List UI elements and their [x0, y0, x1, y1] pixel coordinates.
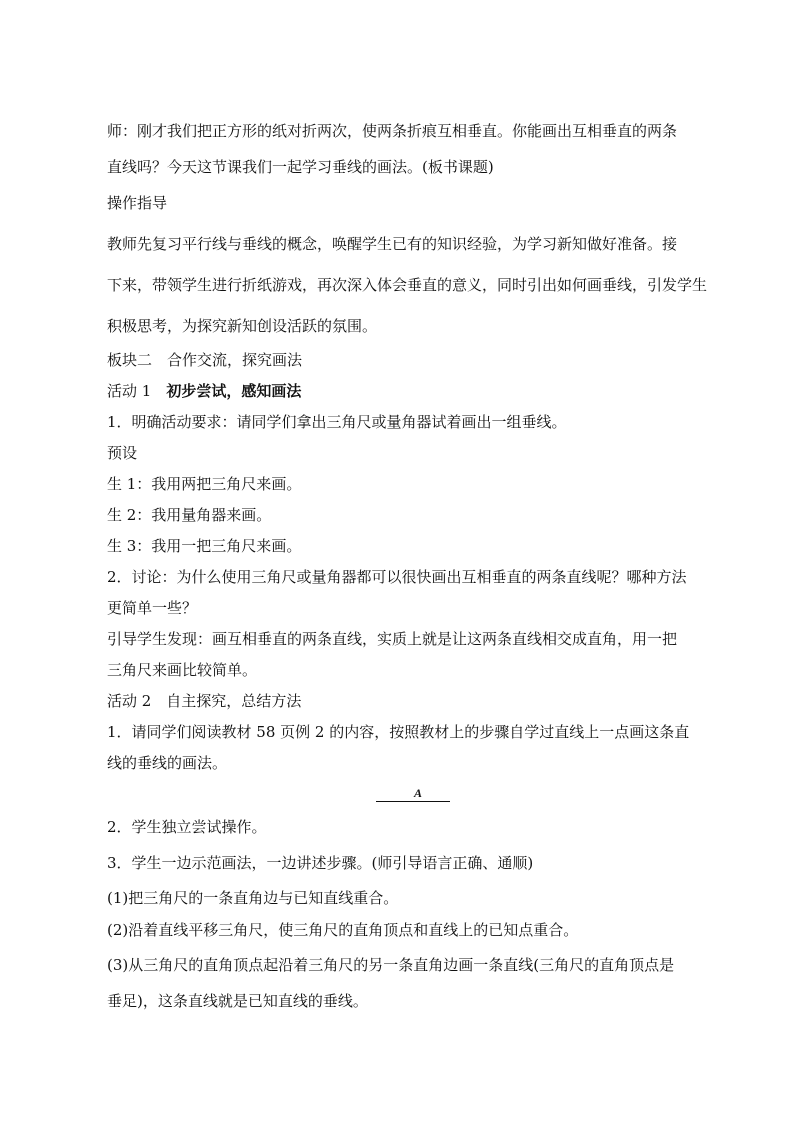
paragraph-guide-line-2: 下来，带领学生进行折纸游戏，再次深入体会垂直的意义，同时引出如何画垂线，引发学生	[107, 276, 708, 294]
reading-instruction-line-2: 线的垂线的画法。	[107, 754, 228, 772]
section-heading-block-2: 板块二 合作交流，探究画法	[107, 351, 303, 369]
step-student-try: 2．学生独立尝试操作。	[107, 818, 267, 836]
discussion-line-1: 2．讨论：为什么使用三角尺或量角器都可以很快画出互相垂直的两条直线呢？哪种方法	[107, 568, 687, 586]
paragraph-intro-line-2: 直线吗？今天这节课我们一起学习垂线的画法。(板书课题)	[107, 158, 494, 176]
method-step-3-line-2: 垂足)，这条直线就是已知直线的垂线。	[107, 992, 368, 1010]
student-answer-3: 生 3：我用一把三角尺来画。	[107, 537, 302, 555]
step-student-demo: 3．学生一边示范画法，一边讲述步骤。(师引导语言正确、通顺)	[107, 854, 534, 872]
paragraph-guide-line-3: 积极思考，为探究新知创设活跃的氛围。	[107, 317, 378, 335]
preset-label: 预设	[107, 444, 138, 462]
method-step-1: (1)把三角尺的一条直角边与已知直线重合。	[107, 889, 399, 907]
paragraph-intro-line-1: 师：刚才我们把正方形的纸对折两次，使两条折痕互相垂直。你能画出互相垂直的两条	[107, 122, 678, 140]
student-answer-2: 生 2：我用量角器来画。	[107, 506, 272, 524]
guidance-line-1: 引导学生发现：画互相垂直的两条直线，实质上就是让这两条直线相交成直角，用一把	[107, 630, 678, 648]
discussion-line-2: 更简单一些？	[107, 599, 198, 617]
activity-2-heading: 活动 2 自主探究，总结方法	[107, 692, 302, 710]
point-a-label: A	[414, 786, 423, 800]
student-answer-1: 生 1：我用两把三角尺来画。	[107, 475, 302, 493]
given-straight-line	[376, 801, 450, 802]
activity-1-number: 活动 1	[107, 382, 167, 400]
activity-1-heading	[107, 381, 301, 401]
activity-1-title: 初步尝试，感知画法	[166, 382, 302, 400]
method-step-2: (2)沿着直线平移三角尺，使三角尺的直角顶点和直线上的已知点重合。	[107, 921, 579, 939]
guidance-line-2: 三角尺来画比较简单。	[107, 661, 258, 679]
method-step-3-line-1: (3)从三角尺的直角顶点起沿着三角尺的另一条直角边画一条直线(三角尺的直角顶点是	[107, 956, 675, 974]
activity-1-instruction: 1．明确活动要求：请同学们拿出三角尺或量角器试着画出一组垂线。	[107, 413, 567, 431]
operation-guide-heading: 操作指导	[107, 194, 168, 212]
paragraph-guide-line-1: 教师先复习平行线与垂线的概念，唤醒学生已有的知识经验，为学习新知做好准备。接	[107, 235, 678, 253]
reading-instruction-line-1: 1．请同学们阅读教材 58 页例 2 的内容，按照教材上的步骤自学过直线上一点画这条直	[107, 723, 690, 741]
line-with-point-figure	[376, 786, 450, 806]
